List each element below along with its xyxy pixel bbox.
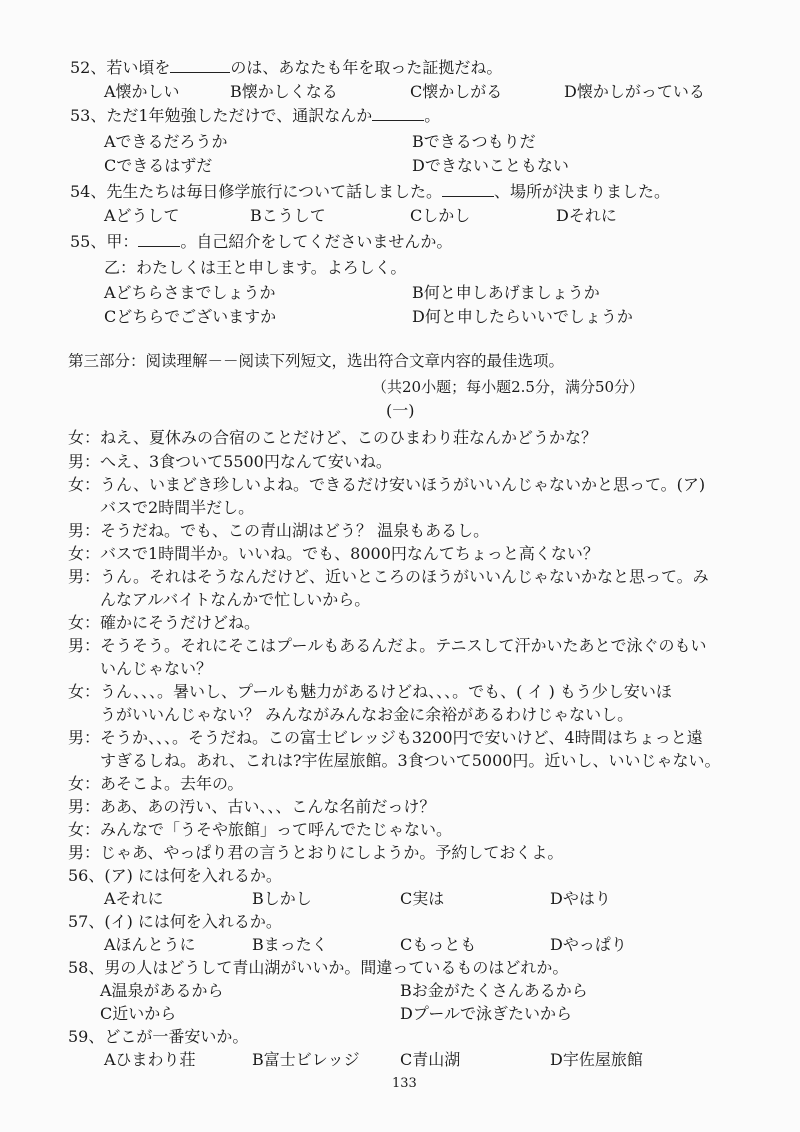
q54-option-b: Bこうして bbox=[250, 206, 326, 225]
passage-number: (一) bbox=[386, 401, 415, 420]
page-number: 133 bbox=[392, 1076, 417, 1091]
dialogue-line: 女：あそこよ。去年の。 bbox=[68, 774, 244, 793]
dialogue-line: 男：ああ、あの汚い、古い、、、こんな名前だっけ？ bbox=[68, 797, 436, 816]
question-54: 54、先生たちは毎日修学旅行について話しました。 、場所が決まりました。 bbox=[70, 182, 671, 201]
q52-option-d: D懐かしがっている bbox=[564, 82, 705, 101]
q53-option-c: Cできるはずだ bbox=[104, 156, 213, 175]
dialogue-line: 男：へえ、3食ついて5500円なんて安いね。 bbox=[68, 452, 392, 471]
q57-option-a: Aほんとうに bbox=[104, 935, 196, 954]
q59-option-a: Aひまわり荘 bbox=[104, 1050, 196, 1069]
q55-option-c: Cどちらでございますか bbox=[104, 307, 277, 326]
dialogue-line: すぎるしね。あれ、これは?宇佐屋旅館。3食ついて5000円。近いし、いいじゃない。 bbox=[68, 751, 721, 770]
q56-option-b: Bしかし bbox=[252, 889, 312, 908]
dialogue-line: 女：バスで1時間半か。いいね。でも、8000円なんてちょっと高くない？ bbox=[68, 544, 599, 563]
answer-blank bbox=[138, 232, 180, 247]
question-59: 59、どこが一番安いか。 bbox=[68, 1027, 249, 1046]
dialogue-line: うがいいんじゃない？ みんながみんなお金に余裕があるわけじゃないし。 bbox=[68, 705, 634, 724]
answer-blank bbox=[372, 106, 424, 121]
question-53: 53、ただ1年勉強しただけで、通訳なんか 。 bbox=[70, 106, 441, 125]
section-score: （共20小题；每小题2.5分，满分50分） bbox=[372, 378, 645, 396]
dialogue-line: 女：うん、いまどき珍しいよね。できるだけ安いほうがいいんじゃないかと思って。(ア) bbox=[68, 475, 706, 494]
question-57: 57、(イ) には何を入れるか。 bbox=[68, 912, 282, 931]
q54-option-a: Aどうして bbox=[104, 206, 180, 225]
q54-option-c: Cしかし bbox=[410, 206, 471, 225]
q53-option-b: Bできるつもりだ bbox=[412, 132, 536, 151]
q53-option-a: Aできるだろうか bbox=[104, 132, 228, 151]
q57-option-b: Bまったく bbox=[252, 935, 328, 954]
q54-option-d: Dそれに bbox=[556, 206, 617, 225]
dialogue-line: 男：そうか、、、。そうだね。この富士ビレッジも3200円で安いけど、4時間はちょっと遠 bbox=[68, 728, 703, 747]
q58-option-c: C近いから bbox=[100, 1004, 177, 1023]
q55-option-a: Aどちらさまでしょうか bbox=[104, 283, 276, 302]
dialogue-line: 男：じゃあ、やっぱり君の言うとおりにしようか。予約しておくよ。 bbox=[68, 843, 564, 862]
answer-blank bbox=[442, 182, 494, 197]
q56-option-d: Dやはり bbox=[550, 889, 611, 908]
question-55-line2: 乙：わたしくは王と申します。よろしく。 bbox=[104, 258, 407, 277]
question-52: 52、若い頃を のは、あなたも年を取った証拠だね。 bbox=[70, 58, 503, 77]
dialogue-line: 男：うん。それはそうなんだけど、近いところのほうがいいんじゃないかなと思って。み bbox=[68, 567, 709, 586]
q52-option-b: B懐かしくなる bbox=[230, 82, 338, 101]
dialogue-line: 男：そうそう。それにそこはプールもあるんだよ。テニスして汗かいたあとで泳ぐのもい bbox=[68, 636, 707, 655]
dialogue-line: いんじゃない？ bbox=[68, 659, 213, 678]
question-58: 58、男の人はどうして青山湖がいいか。間違っているものはどれか。 bbox=[68, 958, 569, 977]
question-56: 56、(ア) には何を入れるか。 bbox=[68, 866, 282, 885]
dialogue-line: 女：確かにそうだけどね。 bbox=[68, 613, 261, 632]
dialogue-line: 女：うん、、、。暑いし、プールも魅力があるけどね、、、。でも、( イ ) もう少し安いほ bbox=[68, 682, 672, 701]
q59-option-b: B富士ビレッジ bbox=[252, 1050, 360, 1069]
q53-option-d: Dできないこともない bbox=[412, 156, 569, 175]
dialogue-line: バスで2時間半だし。 bbox=[68, 498, 255, 517]
dialogue-line: 男：そうだね。でも、この青山湖はどう？ 温泉もあるし。 bbox=[68, 521, 490, 540]
q57-option-d: Dやっぱり bbox=[550, 935, 627, 954]
q58-option-b: Bお金がたくさんあるから bbox=[400, 981, 588, 1000]
q55-option-b: B何と申しあげましょうか bbox=[412, 283, 600, 302]
dialogue-line: 女：ねえ、夏休みの合宿のことだけど、このひまわり荘なんかどうかな？ bbox=[68, 428, 597, 447]
q52-option-a: A懐かしい bbox=[104, 82, 180, 101]
q58-option-d: Dプールで泳ぎたいから bbox=[400, 1004, 573, 1023]
q56-option-c: C実は bbox=[400, 889, 445, 908]
dialogue-line: 女：みんなで「うそや旅館」って呼んでたじゃない。 bbox=[68, 820, 453, 839]
question-55: 55、甲： 。自己紹介をしてくださいませんか。 bbox=[70, 232, 453, 251]
dialogue-line: んなアルバイトなんかで忙しいから。 bbox=[68, 590, 371, 609]
q55-option-d: D何と申したらいいでしょうか bbox=[412, 307, 633, 326]
q58-option-a: A温泉があるから bbox=[100, 981, 224, 1000]
answer-blank bbox=[170, 58, 230, 73]
q59-option-d: D宇佐屋旅館 bbox=[550, 1050, 643, 1069]
q56-option-a: Aそれに bbox=[104, 889, 164, 908]
section-title: 第三部分：阅读理解－－阅读下列短文，选出符合文章内容的最佳选项。 bbox=[68, 352, 565, 370]
q59-option-c: C青山湖 bbox=[400, 1050, 461, 1069]
q52-option-c: C懐かしがる bbox=[410, 82, 503, 101]
q57-option-c: Cもっとも bbox=[400, 935, 477, 954]
